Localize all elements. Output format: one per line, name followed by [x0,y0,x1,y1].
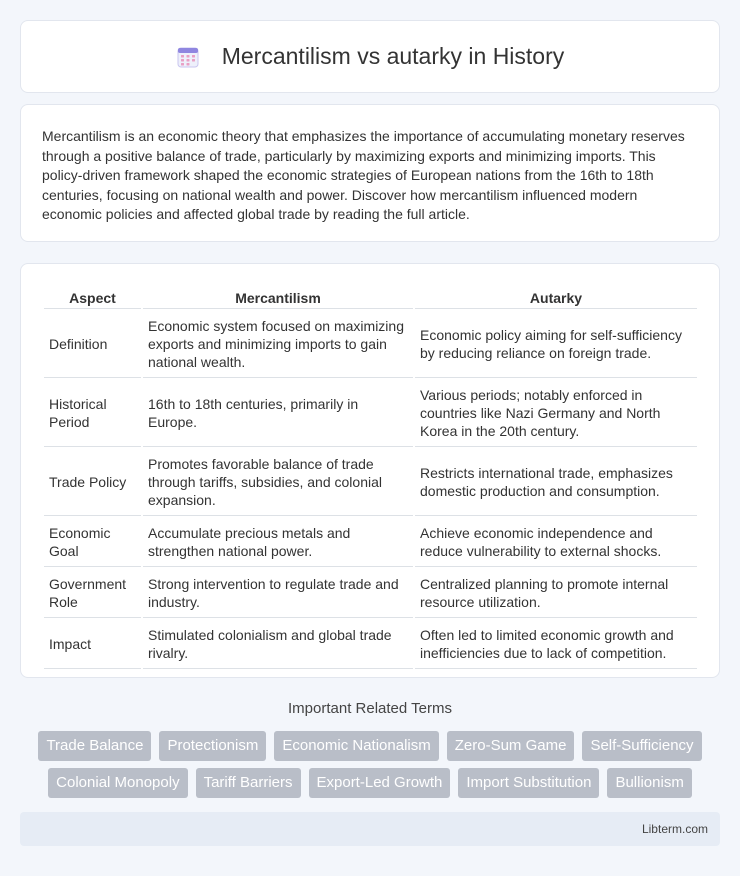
comparison-table [42,284,699,671]
calendar-icon [176,45,200,69]
cell-mercantilism: Strong intervention to regulate trade and industry. [143,569,413,618]
cell-aspect: Definition [44,311,141,378]
tag-trade-balance[interactable]: Trade Balance [38,731,151,761]
cell-autarky: Achieve economic independence and reduce vulnerability to external shocks. [415,518,697,567]
cell-mercantilism: Accumulate precious metals and strengthen national power. [143,518,413,567]
cell-autarky: Restricts international trade, emphasizes domestic production and consumption. [415,449,697,516]
table-header-row [44,286,697,309]
tag-self-sufficiency[interactable]: Self-Sufficiency [582,731,701,761]
tag-export-led-growth[interactable]: Export-Led Growth [309,768,451,798]
header-aspect: Aspect [44,286,141,309]
cell-aspect: Government Role [44,569,141,618]
tag-colonial-monopoly[interactable]: Colonial Monopoly [48,768,187,798]
cell-autarky: Centralized planning to promote internal resource utilization. [415,569,697,618]
related-terms-title: Important Related Terms [288,700,452,717]
cell-aspect: Impact [44,620,141,669]
header-card [20,20,720,93]
intro-text: Mercantilism is an economic theory that emphasizes the importance of accumulating monetary reserves through a positive balance of trade, particularly by maximizing exports and minimizing imports. This policy-driven framework shaped the economic strategies of European nations from the 16th to 18th centuries, focusing on national wealth and power. Discover how mercantilism influenced modern economic policies and affected global trade by reading the full article. [42,128,685,222]
page-title: Mercantilism vs autarky in History [221,43,565,69]
cell-autarky: Often led to limited economic growth and inefficiencies due to lack of competition. [415,620,697,669]
cell-aspect: Historical Period [44,380,141,447]
footer-site-link[interactable]: Libterm.com [641,822,708,836]
table-row [44,311,697,378]
cell-aspect: Trade Policy [44,449,141,516]
tag-protectionism[interactable]: Protectionism [159,731,266,761]
related-terms-list [20,731,720,798]
intro-card [20,104,720,242]
tag-bullionism[interactable]: Bullionism [607,768,691,798]
cell-autarky: Various periods; notably enforced in countries like Nazi Germany and North Korea in the 20th century. [415,380,697,447]
header-autarky: Autarky [415,286,697,309]
cell-mercantilism: Stimulated colonialism and global trade rivalry. [143,620,413,669]
tag-import-substitution[interactable]: Import Substitution [458,768,599,798]
comparison-table-card [20,263,720,678]
cell-aspect: Economic Goal [44,518,141,567]
table-row [44,449,697,516]
footer [20,812,720,846]
table-row [44,620,697,669]
cell-autarky: Economic policy aiming for self-sufficiency by reducing reliance on foreign trade. [415,311,697,378]
cell-mercantilism: 16th to 18th centuries, primarily in Europe. [143,380,413,447]
cell-mercantilism: Economic system focused on maximizing exports and minimizing imports to gain national wealth. [143,311,413,378]
table-row [44,518,697,567]
table-row [44,380,697,447]
tag-economic-nationalism[interactable]: Economic Nationalism [274,731,438,761]
tag-tariff-barriers[interactable]: Tariff Barriers [196,768,301,798]
tag-zero-sum-game[interactable]: Zero-Sum Game [447,731,575,761]
table-row [44,569,697,618]
cell-mercantilism: Promotes favorable balance of trade through tariffs, subsidies, and colonial expansion. [143,449,413,516]
header-mercantilism: Mercantilism [143,286,413,309]
